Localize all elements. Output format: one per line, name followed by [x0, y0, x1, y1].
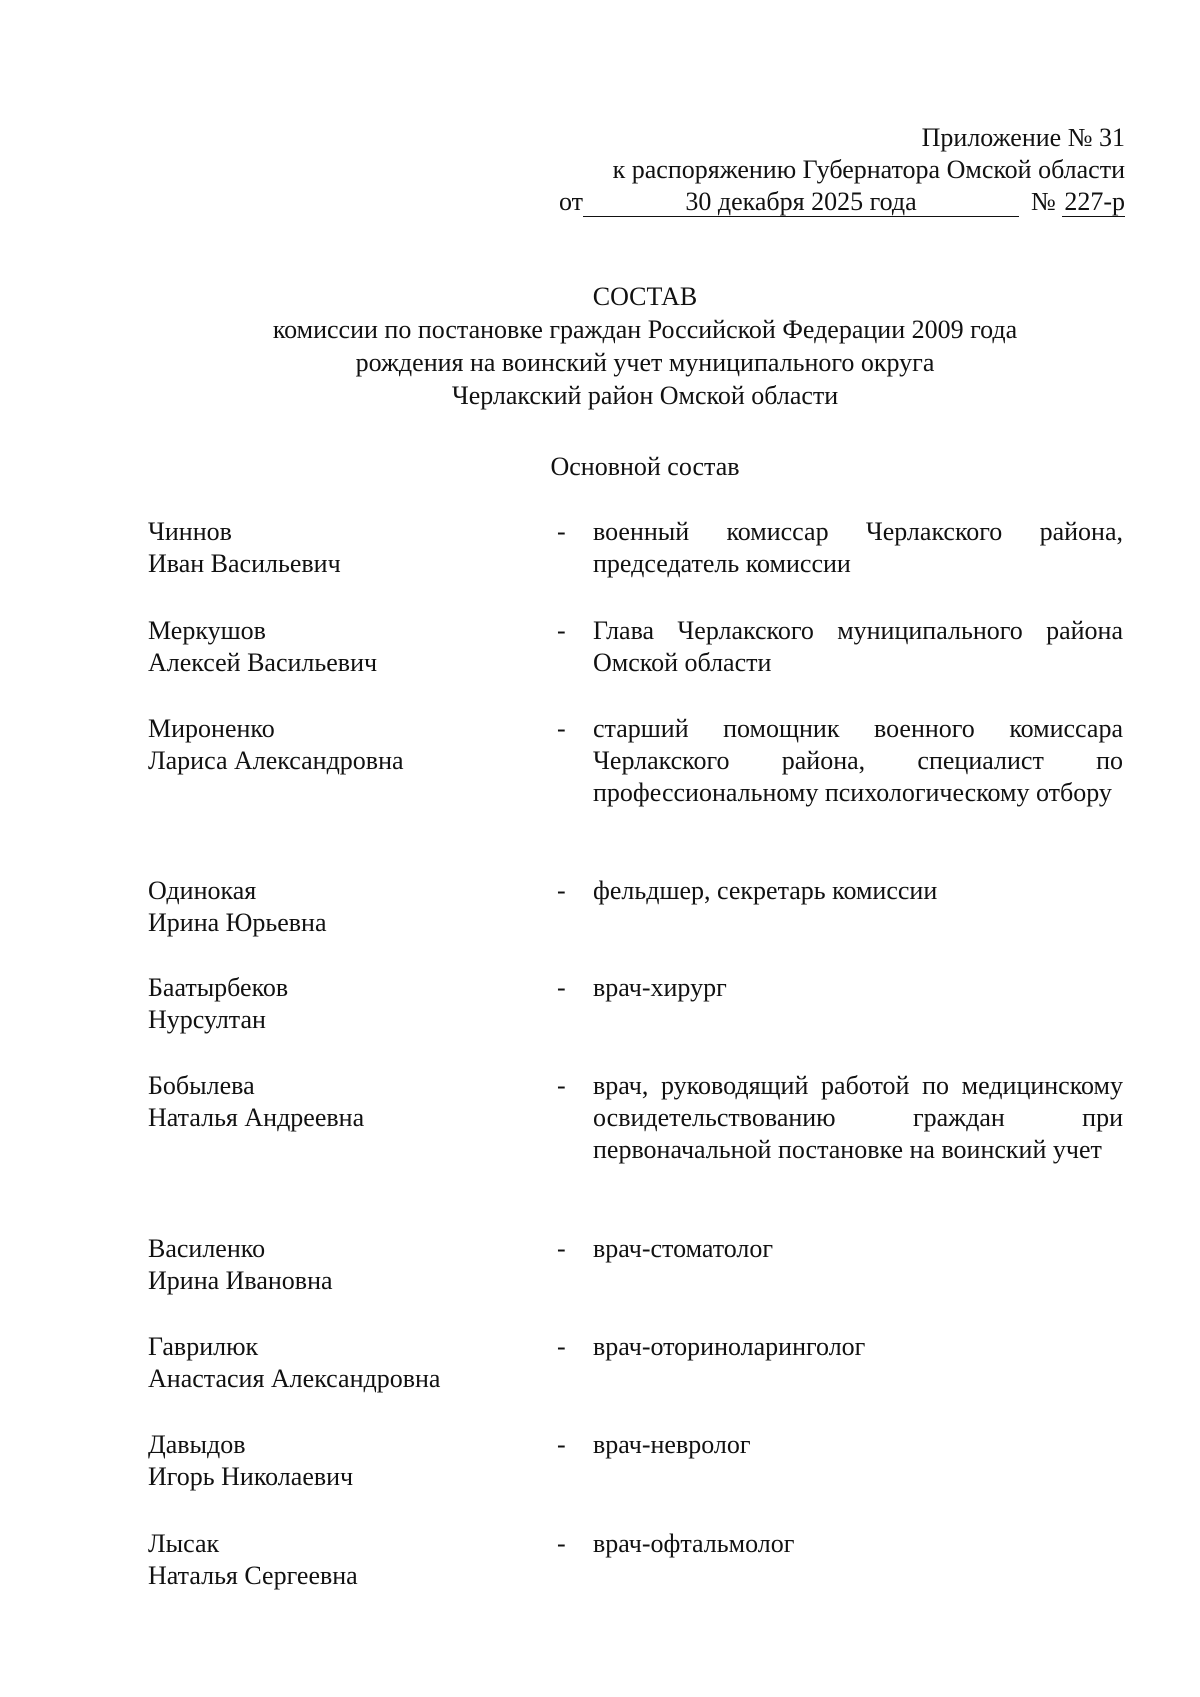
member-given-names: Ирина Юрьевна — [148, 908, 327, 937]
member-surname: Бобылева — [148, 1071, 255, 1100]
order-date-line — [559, 186, 1125, 218]
member-role: врач, руководящий работой по медицинскому освидетельствованию граждан при первоначальной постановке на воинский учет — [593, 1071, 1123, 1164]
member-role: фельдшер, секретарь комиссии — [593, 876, 938, 905]
order-number: 227-р — [1064, 187, 1125, 216]
member-dash: - — [557, 973, 566, 1002]
appendix-order-reference: к распоряжению Губернатора Омской области — [612, 155, 1125, 184]
member-given-names: Нурсултан — [148, 1005, 266, 1034]
member-name — [148, 1233, 557, 1297]
member-name — [148, 1331, 557, 1395]
member-given-names: Ирина Ивановна — [148, 1266, 333, 1295]
member-dash: - — [557, 714, 566, 743]
member-given-names: Игорь Николаевич — [148, 1462, 354, 1491]
member-row — [148, 615, 1123, 679]
title-line-1: комиссии по постановке граждан Российской Федерации 2009 года — [272, 315, 1018, 344]
section-heading: Основной состав — [550, 452, 740, 481]
member-surname: Лысак — [148, 1529, 220, 1558]
member-row — [148, 972, 1123, 1036]
member-given-names: Анастасия Александровна — [148, 1364, 441, 1393]
member-name — [148, 1070, 557, 1166]
member-given-names: Лариса Александровна — [148, 746, 404, 775]
member-row — [148, 516, 1123, 580]
member-row — [148, 1233, 1123, 1297]
title-line-2: рождения на воинский учет муниципального округа — [355, 348, 935, 377]
member-surname: Чиннов — [148, 517, 232, 546]
member-name — [148, 1528, 557, 1592]
member-row — [148, 1070, 1123, 1166]
member-dash: - — [557, 1071, 566, 1100]
member-surname: Баатырбеков — [148, 973, 289, 1002]
member-role: военный комиссар Черлакского района, председатель комиссии — [593, 517, 1123, 578]
member-dash: - — [557, 517, 566, 546]
member-surname: Мироненко — [148, 714, 275, 743]
member-surname: Гаврилюк — [148, 1332, 259, 1361]
document-title — [0, 280, 1200, 412]
member-name — [148, 875, 557, 939]
title-heading: СОСТАВ — [592, 282, 698, 311]
appendix-header — [559, 122, 1125, 218]
member-name — [148, 972, 557, 1036]
member-dash: - — [557, 1529, 566, 1558]
member-role: врач-невролог — [593, 1430, 751, 1459]
member-name — [148, 516, 557, 580]
member-surname: Одинокая — [148, 876, 257, 905]
member-dash: - — [557, 1332, 566, 1361]
member-row — [148, 875, 1123, 939]
member-surname: Меркушов — [148, 616, 266, 645]
order-number-prefix: № — [1031, 187, 1056, 216]
member-dash: - — [557, 1234, 566, 1263]
member-role: врач-стоматолог — [593, 1234, 774, 1263]
member-dash: - — [557, 616, 566, 645]
member-name — [148, 713, 557, 809]
member-given-names: Наталья Сергеевна — [148, 1561, 358, 1590]
member-row — [148, 1331, 1123, 1395]
order-date-prefix: от — [558, 187, 584, 216]
member-dash: - — [557, 876, 566, 905]
member-role: врач-офтальмолог — [593, 1529, 795, 1558]
member-surname: Василенко — [148, 1234, 266, 1263]
member-given-names: Алексей Васильевич — [148, 648, 378, 677]
order-date: 30 декабря 2025 года — [583, 188, 1019, 217]
member-row — [148, 713, 1123, 809]
member-row — [148, 1528, 1123, 1592]
member-role: старший помощник военного комиссара Черлакского района, специалист по профессиональному психологическому отбору — [593, 714, 1123, 807]
member-given-names: Иван Васильевич — [148, 549, 341, 578]
member-name — [148, 615, 557, 679]
member-row — [148, 1429, 1123, 1493]
member-name — [148, 1429, 557, 1493]
member-surname: Давыдов — [148, 1430, 246, 1459]
member-role: врач-хирург — [593, 973, 727, 1002]
appendix-number: Приложение № 31 — [921, 123, 1125, 152]
member-given-names: Наталья Андреевна — [148, 1103, 365, 1132]
title-line-3: Черлакский район Омской области — [451, 381, 839, 410]
member-role: Глава Черлакского муниципального района Омской области — [593, 616, 1123, 677]
member-role: врач-оториноларинголог — [593, 1332, 866, 1361]
member-dash: - — [557, 1430, 566, 1459]
